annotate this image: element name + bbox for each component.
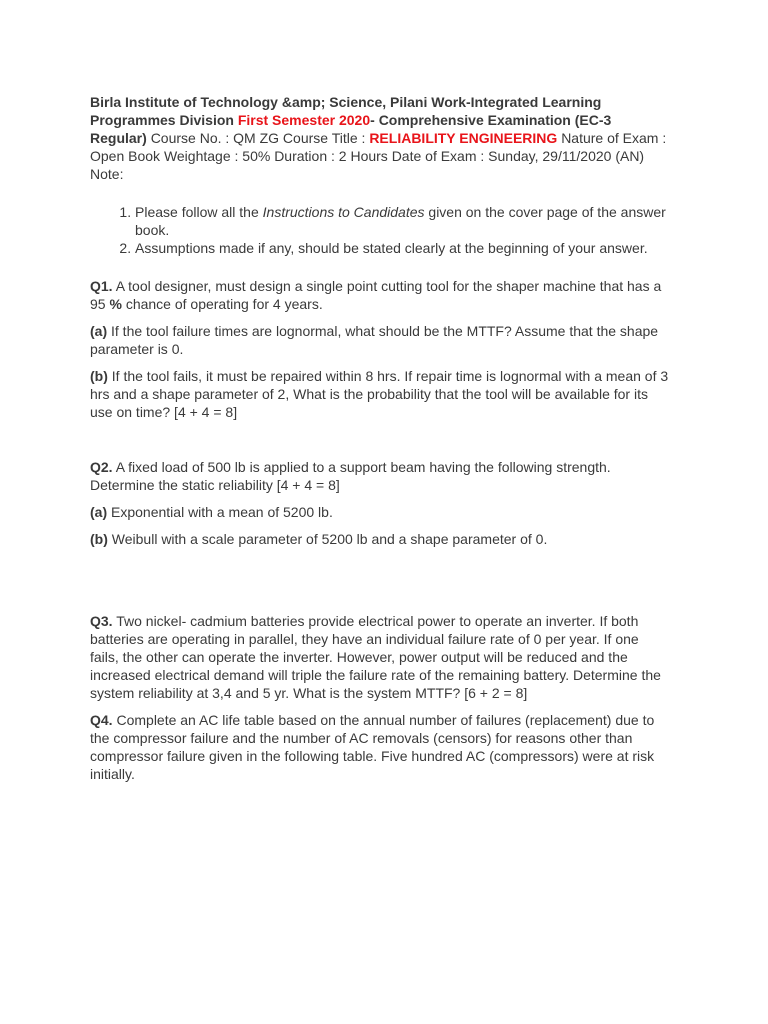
- institute-name: Birla Institute of Technology &amp; Science, Pilani Work-Integrated Learning Programmes Division: [90, 94, 602, 128]
- instructions-emphasis: Instructions to Candidates: [262, 204, 425, 220]
- exam-type: - Comprehensive Examination (EC-3 Regular): [90, 112, 612, 146]
- course-title: RELIABILITY ENGINEERING: [369, 130, 558, 146]
- question-1: Q1. A tool designer, must design a single point cutting tool for the shaper machine that has a 95 % chance of operating for 4 years.: [90, 278, 662, 312]
- part-label: (b): [90, 368, 108, 384]
- notes-list: [90, 203, 670, 257]
- question-3: Q3. Two nickel- cadmium batteries provide electrical power to operate an inverter. If both batteries are operating in parallel, they have an individual failure rate of 0 per year. If one fails, the other can operate the inverter. However, power output will be reduced and the increased electrical demand will triple the failure rate of the remaining battery. Determine the system reliability at 3,4 and 5 yr. What is the system MTTF? [6 + 2 = 8]: [90, 613, 661, 701]
- question-label: Q4.: [90, 712, 113, 728]
- part-label: (a): [90, 504, 108, 520]
- exam-header: [90, 93, 670, 183]
- question-2a: (a) Exponential with a mean of 5200 lb.: [90, 504, 333, 520]
- exam-details: Nature of Exam : Open Book Weightage : 50% Duration : 2 Hours Date of Exam : Sunday, 29/11/2020 (AN) Note:: [90, 130, 667, 182]
- note-item: 1. Please follow all the Instructions to Candidates given on the cover page of the answer book.: [135, 203, 670, 239]
- exam-document: [90, 93, 670, 792]
- question-2b: (b) Weibull with a scale parameter of 5200 lb and a shape parameter of 0.: [90, 531, 548, 547]
- part-label: (b): [90, 531, 108, 547]
- course-number: Course No. : QM ZG Course Title :: [150, 130, 366, 146]
- question-label: Q1.: [90, 278, 113, 294]
- part-label: (a): [90, 323, 108, 339]
- note-item: 2. Assumptions made if any, should be stated clearly at the beginning of your answer.: [135, 239, 670, 257]
- question-2: Q2. A fixed load of 500 lb is applied to a support beam having the following strength. Determine the static reliability [4 + 4 = 8]: [90, 459, 611, 493]
- question-4: Q4. Complete an AC life table based on the annual number of failures (replacement) due to the compressor failure and the number of AC removals (censors) for reasons other than compressor failure given in the following table. Five hundred AC (compressors) were at risk initially.: [90, 712, 655, 782]
- question-1a: (a) If the tool failure times are lognormal, what should be the MTTF? Assume that the shape parameter is 0.: [90, 323, 659, 357]
- semester: First Semester 2020: [237, 112, 371, 128]
- question-1b: (b) If the tool fails, it must be repaired within 8 hrs. If repair time is lognormal with a mean of 3 hrs and a shape parameter of 2, What is the probability that the tool will be available for its use on time? [4 + 4 = 8]: [90, 368, 669, 420]
- question-label: Q3.: [90, 613, 113, 629]
- question-label: Q2.: [90, 459, 113, 475]
